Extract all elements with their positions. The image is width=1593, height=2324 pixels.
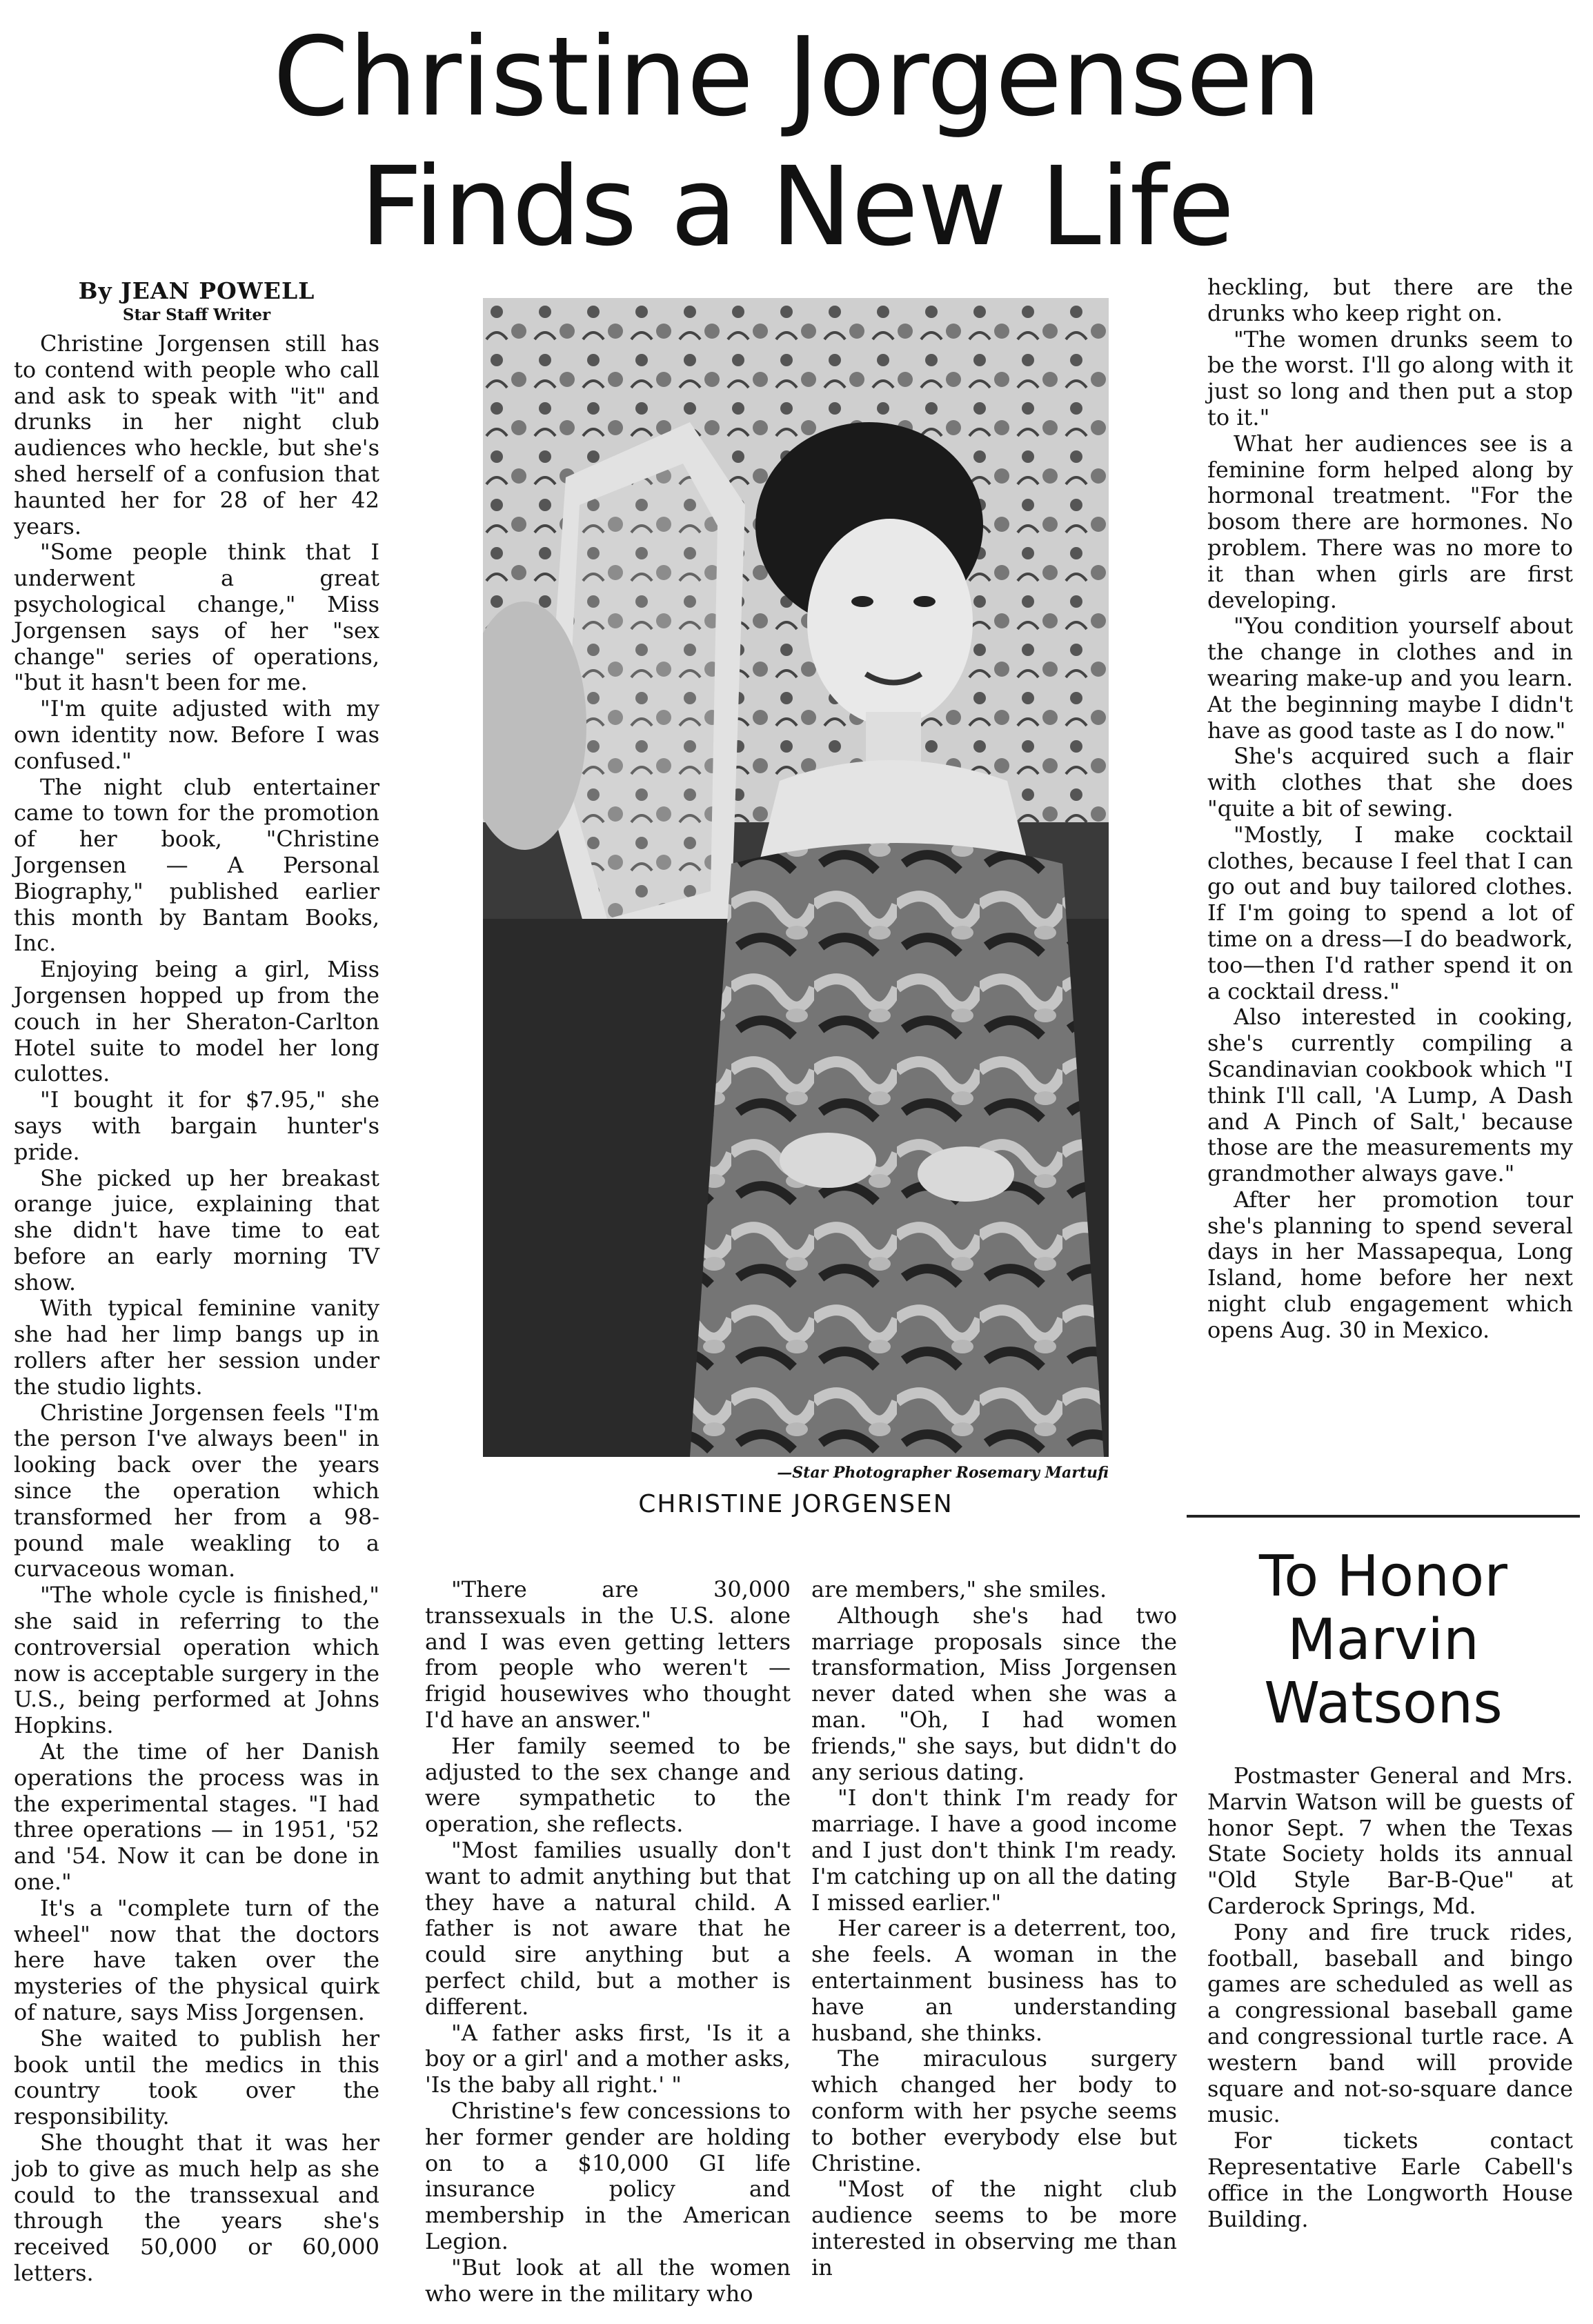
article-paragraph: With typical feminine vanity she had her limp bangs up in rollers after her session under the studio lights. [14,1295,379,1400]
article-paragraph: "The women drunks seem to be the worst. I'll go along with it just so long and then put a stop to it." [1207,326,1573,430]
portrait-illustration [483,298,1109,1457]
article-paragraph: "I don't think I'm ready for marriage. I have a good income and I just don't think I'm ready. I'm catching up on all the dating I missed earlier." [811,1785,1177,1916]
article-paragraph: The miraculous surgery which changed her body to conform with her psyche seems to bother everybody else but Christine. [811,2045,1177,2176]
article-paragraph: She thought that it was her job to give as much help as she could to the transsexual and through the years she's received 50,000 or 60,000 letters. [14,2129,379,2286]
photo-credit: —Star Photographer Rosemary Martufi [777,1464,1109,1482]
article-column-4 [1207,275,1573,1344]
article-paragraph: "Most of the night club audience seems to be more interested in observing me than in [811,2176,1177,2281]
article-paragraph: Her career is a deterrent, too, she feels. A woman in the entertainment business has to have an understanding husband, she thinks. [811,1915,1177,2046]
article-column-1 [14,277,379,2287]
article-paragraph: "But look at all the women who were in the military who [425,2254,791,2307]
article-paragraph: The night club entertainer came to town for the promotion of her book, "Christine Jorgensen — A Personal Biography," published earlier this month by Bantam Books, Inc. [14,773,379,957]
article-paragraph: Christine Jorgensen feels "I'm the person I've always been" in looking back over the years since the operation which transformed her from a 98-pound male weakling to a curvaceous woman. [14,1399,379,1582]
article-paragraph: Christine Jorgensen still has to contend with people who call and ask to speak with "it" and drunks in her night club audiences who heckle, but she's shed herself of a confusion that haunted her for 28 of her 42 years. [14,330,379,539]
article-paragraph: "I'm quite adjusted with my own identity now. Before I was confused." [14,695,379,774]
sidebar-headline-line-2: Marvin [1287,1607,1479,1673]
article-paragraph: Enjoying being a girl, Miss Jorgensen hopped up from the couch in her Sheraton-Carlton Hotel suite to model her long culottes. [14,956,379,1087]
article-paragraph: "Mostly, I make cocktail clothes, because I feel that I can go out and buy tailored clothes. If I'm going to spend a lot of time on a dress—I do beadwork, too—then I'd rather spend it on a cocktail dress." [1207,821,1573,1004]
article-column-2 [425,1577,791,2307]
sidebar-headline-line-3: Watsons [1264,1671,1503,1736]
article-paragraph: "The whole cycle is finished," she said in referring to the controversial operation which now is acceptable surgery in the U.S., being performed at Johns Hopkins. [14,1582,379,1739]
article-paragraph: She's acquired such a flair with clothes that she does "quite a bit of sewing. [1207,743,1573,822]
sidebar-divider [1187,1515,1580,1518]
article-paragraph: Although she's had two marriage proposals since the transformation, Miss Jorgensen never dated when she was a man. "Oh, I had women friends," she says, but didn't do any serious dating. [811,1602,1177,1785]
article-paragraph: "I bought it for $7.95," she says with bargain hunter's pride. [14,1086,379,1165]
article-paragraph: "You condition yourself about the change in clothes and in wearing make-up and you learn. At the beginning maybe I didn't have as good taste as I do now." [1207,613,1573,744]
article-column-3 [811,1577,1177,2281]
article-paragraph: It's a "complete turn of the wheel" now that the doctors here have taken over the mysteries of the physical quirk of nature, says Miss Jorgensen. [14,1894,379,2025]
photo-caption: CHRISTINE JORGENSEN [638,1490,953,1518]
article-paragraph: Christine's few concessions to her former gender are holding on to a $10,000 GI life insurance policy and membership in the American Legion. [425,2097,791,2254]
sidebar-column [1207,1763,1573,2232]
article-paragraph: are members," she smiles. [811,1576,1107,1602]
sidebar-headline-line-1: To Honor [1258,1544,1508,1609]
byline-title: Star Staff Writer [122,306,271,324]
article-paragraph: heckling, but there are the drunks who keep right on. [1207,274,1573,326]
article-paragraph: She picked up her breakast orange juice, explaining that she didn't have time to eat before an early morning TV show. [14,1164,379,1295]
headline [138,12,1456,272]
article-paragraph: "Some people think that I underwent a great psychological change," Miss Jorgensen says of her "sex change" series of operations, "but it hasn't been for me. [14,539,379,696]
article-paragraph: After her promotion tour she's planning to spend several days in her Massapequa, Long Island, home before her next night club engagement which opens Aug. 30 in Mexico. [1207,1186,1573,1343]
article-paragraph: She waited to publish her book until the medics in this country took over the responsibility. [14,2025,379,2130]
photo-christine-jorgensen [483,298,1109,1457]
sidebar-paragraph: Postmaster General and Mrs. Marvin Watson will be guests of honor Sept. 7 when the Texas State Society holds its annual "Old Style Bar-B-Que" at Carderock Springs, Md. [1207,1762,1573,1919]
sidebar-paragraph: For tickets contact Representative Earle Cabell's office in the Longworth House Building. [1207,2127,1573,2232]
article-paragraph: "Most families usually don't want to admit anything but that they have a natural child. A father is not aware that he could sire anything but a perfect child, but a mother is different. [425,1836,791,2020]
article-paragraph: Her family seemed to be adjusted to the sex change and were sympathetic to the operation, she reflects. [425,1732,791,1838]
headline-line-2: Finds a New Life [359,143,1234,270]
headline-line-1: Christine Jorgensen [273,14,1321,141]
article-paragraph: Also interested in cooking, she's currently compiling a Scandinavian cookbook which "I think I'll call, 'A Lump, A Dash and A Pinch of Salt,' because those are the measurements my grandmother always gave." [1207,1004,1573,1187]
sidebar-headline [1187,1545,1580,1736]
article-paragraph: What her audiences see is a feminine form helped along by hormonal treatment. "For the bosom there are hormones. No problem. There was no more to it than when girls are first developing. [1207,430,1573,613]
article-paragraph: At the time of her Danish operations the process was in the experimental stages. "I had three operations — in 1951, '52 and '54. Now it can be done in one." [14,1738,379,1896]
sidebar-paragraph: Pony and fire truck rides, football, baseball and bingo games are scheduled as well as a congressional baseball game and congressional turtle race. A western band will provide square and not-so-square dance music. [1207,1918,1573,2128]
article-paragraph: "There are 30,000 transsexuals in the U.S. alone and I was even getting letters from people who weren't — frigid housewives who thought I'd have an answer." [425,1576,791,1733]
article-paragraph: "A father asks first, 'Is it a boy or a girl' and a mother asks, 'Is the baby all right.' " [425,2019,791,2098]
byline-author: By JEAN POWELL [78,277,315,304]
